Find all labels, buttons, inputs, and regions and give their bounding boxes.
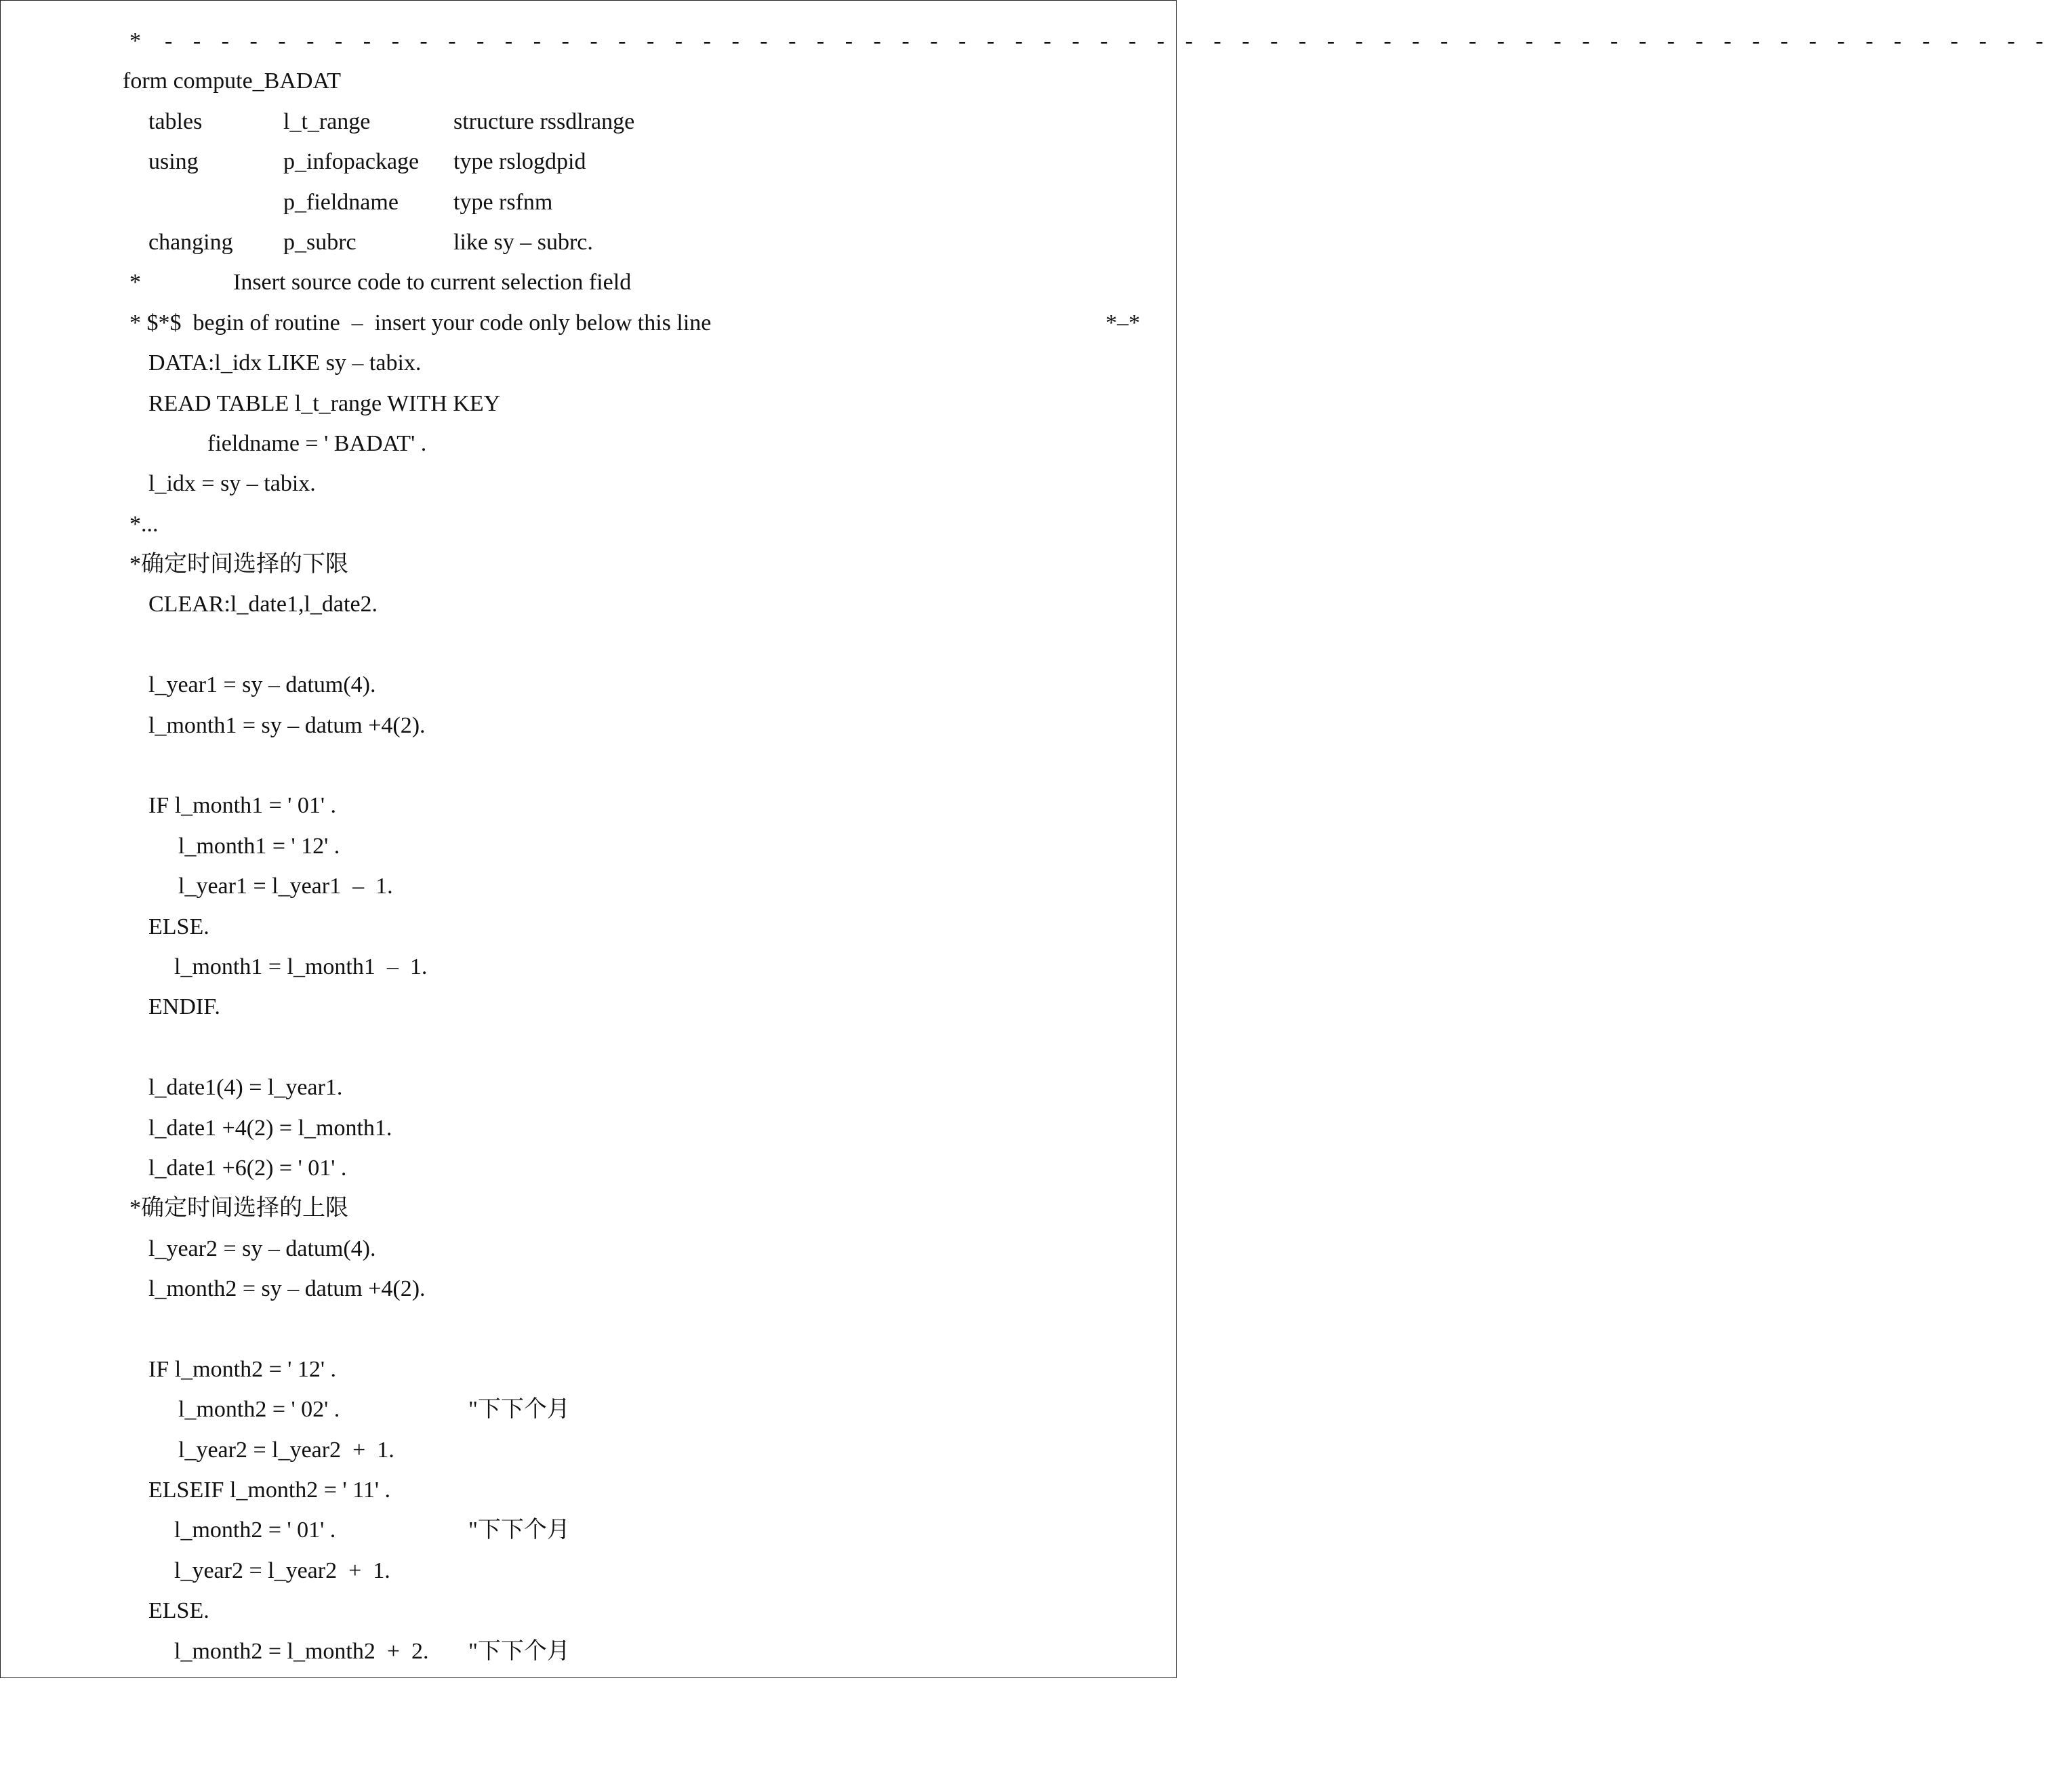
code-text: form compute_BADAT [123, 68, 342, 94]
code-text: l_idx = sy – tabix. [148, 471, 316, 497]
code-line [123, 303, 1153, 343]
code-text: l_date1(4) = l_year1. [148, 1075, 343, 1101]
code-comment: Insert source code to current selection field [233, 270, 632, 296]
code-text: CLEAR:l_date1,l_date2. [148, 592, 378, 617]
code-line [123, 665, 1153, 705]
code-text: fieldname = ' BADAT' . [207, 430, 427, 456]
blank-line [123, 1027, 1153, 1067]
code-line [123, 907, 1153, 947]
code-line [123, 343, 1153, 383]
code-comment: *... [129, 511, 159, 537]
separator-dashes: - - - - - - - - - - - - - - - - - - - - - - - - - - - - - - - - - - - - - - - - - - - - - - - - - - - - - - - - - - - - - - - - - - - [165, 28, 2051, 54]
code-text: l_month1 = sy – datum +4(2). [148, 712, 426, 738]
code-line [123, 947, 1153, 987]
comment-marker: * [129, 28, 141, 54]
code-text: l_year2 = l_year2 + 1. [178, 1437, 394, 1463]
code-text: READ TABLE l_t_range WITH KEY [148, 390, 501, 416]
code-listing [123, 21, 2051, 1671]
code-text: l_month1 = ' 12' . [178, 833, 340, 859]
code-line [123, 786, 1153, 826]
code-line [123, 1510, 1153, 1550]
code-line [123, 464, 1153, 504]
code-line [123, 1430, 1153, 1470]
code-comment: "下下个月 [468, 1638, 570, 1664]
code-comment: * $*$ begin of routine – insert your code only below this line [129, 310, 712, 335]
code-keyword: using [148, 149, 199, 175]
code-text: l_month2 = sy – datum +4(2). [148, 1276, 426, 1302]
comment-marker: * [129, 270, 141, 296]
code-parameter: l_t_range [283, 108, 371, 134]
code-line [123, 1148, 1153, 1188]
code-line [123, 424, 1153, 464]
code-line [123, 584, 1153, 624]
code-line [123, 182, 1153, 222]
code-parameter: p_subrc [283, 229, 357, 255]
code-text: l_month2 = ' 02' . [178, 1397, 340, 1423]
code-text: l_year2 = sy – datum(4). [148, 1236, 376, 1261]
code-line [123, 1470, 1153, 1510]
code-comment: "下下个月 [468, 1397, 570, 1423]
code-text: DATA:l_idx LIKE sy – tabix. [148, 350, 422, 376]
code-line [123, 1631, 1153, 1671]
code-line [123, 1188, 1153, 1228]
code-type: structure rssdlrange [453, 108, 635, 134]
code-text: l_year2 = l_year2 + 1. [174, 1557, 390, 1583]
code-type: type rsfnm [453, 189, 553, 215]
code-line [123, 1591, 1153, 1631]
code-line [123, 262, 1153, 302]
comment-marker: *–* [1105, 310, 1140, 335]
code-text: l_year1 = sy – datum(4). [148, 672, 376, 698]
code-text: IF l_month2 = ' 12' . [148, 1356, 336, 1382]
code-line [123, 1551, 1153, 1591]
code-line [123, 544, 1153, 584]
code-parameter: p_fieldname [283, 189, 399, 215]
code-keyword: tables [148, 108, 203, 134]
blank-line [123, 625, 1153, 665]
code-text: l_month2 = l_month2 + 2. [174, 1638, 429, 1664]
code-line [123, 1349, 1153, 1389]
code-text: l_date1 +4(2) = l_month1. [148, 1115, 392, 1141]
code-type: type rslogdpid [453, 149, 586, 175]
code-line [123, 142, 1153, 182]
code-text: l_year1 = l_year1 – 1. [178, 874, 393, 899]
code-line [123, 504, 1153, 544]
code-comment: *确定时间选择的下限 [129, 552, 348, 577]
code-line [123, 987, 1153, 1027]
blank-line [123, 1309, 1153, 1349]
code-text: ENDIF. [148, 994, 220, 1020]
code-line [123, 1229, 1153, 1269]
code-parameter: p_infopackage [283, 149, 420, 175]
code-line [123, 222, 1153, 262]
code-text: IF l_month1 = ' 01' . [148, 793, 336, 819]
code-text: ELSE. [148, 1598, 209, 1624]
code-line [123, 826, 1153, 866]
code-text: l_month1 = l_month1 – 1. [174, 954, 428, 979]
code-text: l_date1 +6(2) = ' 01' . [148, 1155, 347, 1181]
blank-line [123, 746, 1153, 786]
code-line [123, 384, 1153, 424]
code-line [123, 1389, 1153, 1429]
code-type: like sy – subrc. [453, 229, 593, 255]
code-line [123, 61, 1153, 101]
code-line [123, 1269, 1153, 1309]
code-line [123, 1108, 1153, 1148]
code-line [123, 706, 1153, 746]
code-comment: *确定时间选择的上限 [129, 1196, 348, 1221]
code-text: ELSEIF l_month2 = ' 11' . [148, 1478, 390, 1503]
code-line [123, 102, 1153, 142]
code-text: l_month2 = ' 01' . [174, 1518, 336, 1543]
code-text: ELSE. [148, 914, 209, 939]
code-comment: "下下个月 [468, 1518, 570, 1543]
code-keyword: changing [148, 229, 233, 255]
code-line [123, 866, 1153, 906]
code-line [123, 21, 2051, 61]
code-line [123, 1067, 1153, 1107]
